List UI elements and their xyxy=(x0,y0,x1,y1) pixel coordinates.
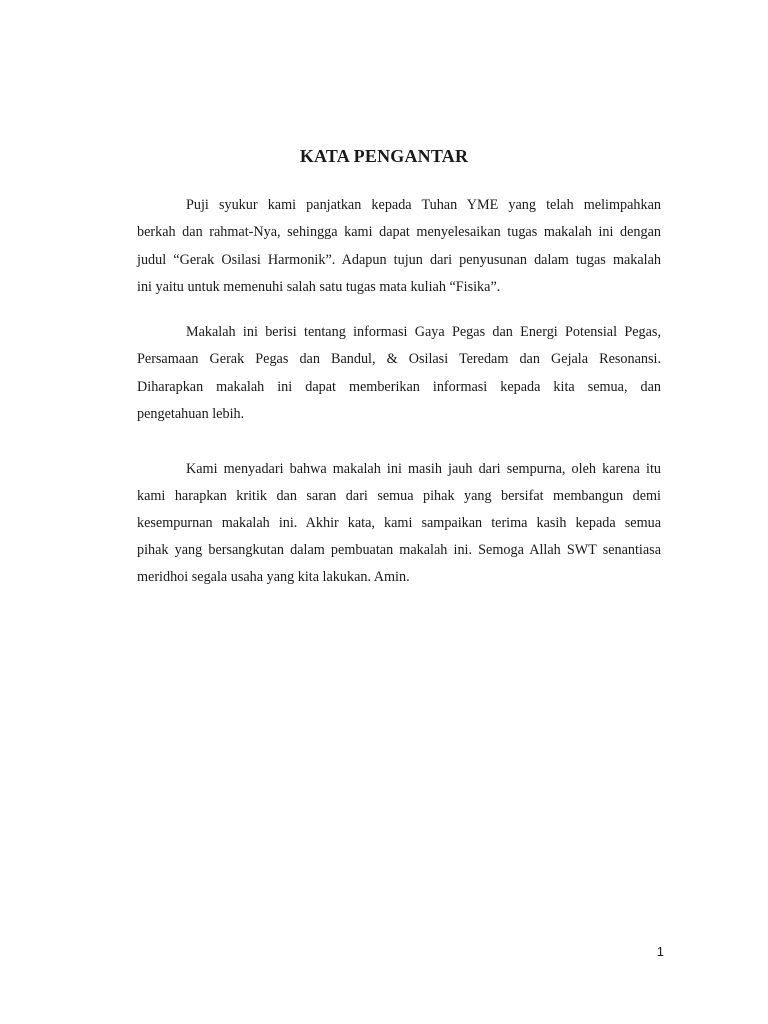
paragraph-line: kami harapkan kritik dan saran dari semua pihak yang bersifat membangun demi xyxy=(137,488,661,504)
page-title: KATA PENGANTAR xyxy=(299,146,469,166)
page-number: 1 xyxy=(656,944,664,959)
paragraph-line: Puji syukur kami panjatkan kepada Tuhan YME yang telah melimpahkan xyxy=(186,197,661,213)
paragraph-line: pihak yang bersangkutan dalam pembuatan makalah ini. Semoga Allah SWT senantiasa xyxy=(137,542,661,558)
paragraph-line: ini yaitu untuk memenuhi salah satu tugas mata kuliah “Fisika”. xyxy=(137,279,501,295)
paragraph-line: judul “Gerak Osilasi Harmonik”. Adapun tujun dari penyusunan dalam tugas makalah xyxy=(137,252,661,268)
paragraph-line: Kami menyadari bahwa makalah ini masih jauh dari sempurna, oleh karena itu xyxy=(186,461,661,477)
paragraph-line: pengetahuan lebih. xyxy=(137,406,245,422)
paragraph-line: berkah dan rahmat-Nya, sehingga kami dapat menyelesaikan tugas makalah ini dengan xyxy=(137,224,661,240)
paragraph-line: meridhoi segala usaha yang kita lakukan. Amin. xyxy=(137,569,410,585)
paragraph-line: Persamaan Gerak Pegas dan Bandul, & Osilasi Teredam dan Gejala Resonansi. xyxy=(137,351,661,367)
paragraph-line: kesempurnan makalah ini. Akhir kata, kami sampaikan terima kasih kepada semua xyxy=(137,515,661,531)
paragraph-line: Diharapkan makalah ini dapat memberikan informasi kepada kita semua, dan xyxy=(137,379,661,395)
paragraph-line: Makalah ini berisi tentang informasi Gaya Pegas dan Energi Potensial Pegas, xyxy=(186,324,661,340)
